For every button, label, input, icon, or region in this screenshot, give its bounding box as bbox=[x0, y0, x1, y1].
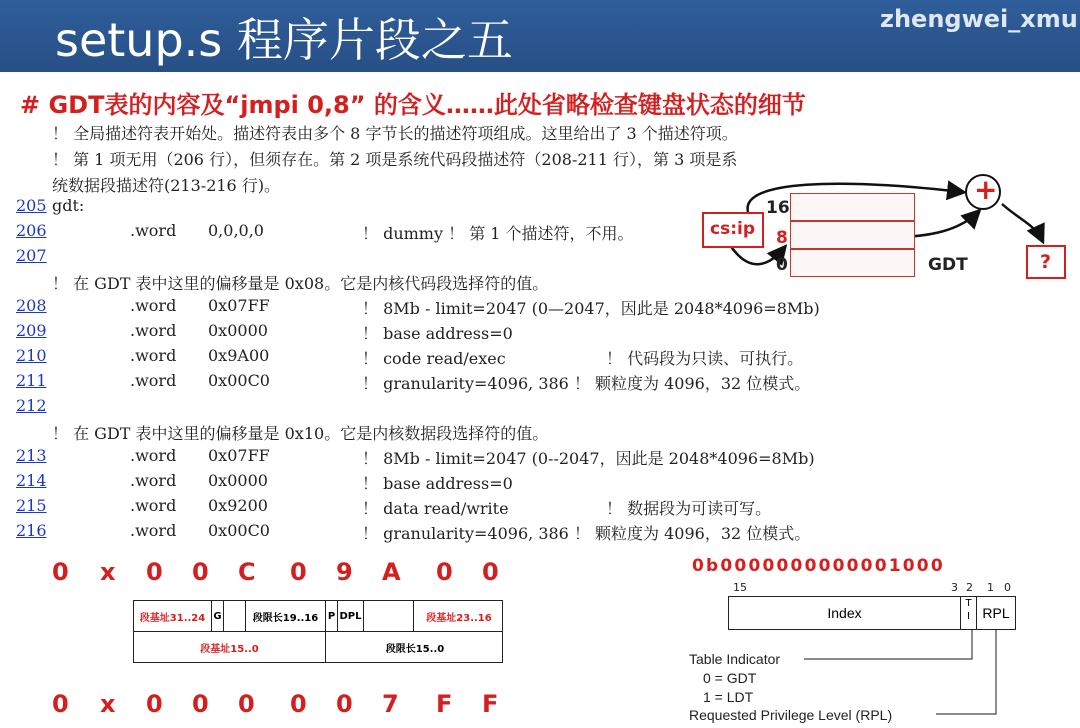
comment: ！ 8Mb - limit=2047 (0—2047，因此是 2048*4096=8Mb) bbox=[362, 299, 820, 318]
slide-header bbox=[0, 0, 1080, 72]
hex-digit: 0 bbox=[146, 558, 163, 586]
line-number-206[interactable]: 206 bbox=[16, 221, 47, 240]
gdt-entry-8 bbox=[790, 221, 915, 249]
hex-digit: 0 bbox=[146, 690, 163, 718]
offset-8-label: 8 bbox=[776, 228, 788, 248]
base-15-0-cell: 段基址15..0 bbox=[134, 632, 326, 662]
selector-binary: 0b0000000000001000 bbox=[692, 556, 945, 576]
ti-field: T I bbox=[961, 597, 977, 629]
comment: ！ code read/exec bbox=[362, 349, 506, 368]
comment: ！ base address=0 bbox=[362, 324, 513, 343]
hex-digit: F bbox=[482, 690, 499, 718]
rpl-description: Requested Privilege Level (RPL) bbox=[689, 707, 893, 723]
section-heading: # GDT表的内容及“jmpi 0,8” 的含义……此处省略检查键盘状态的细节 bbox=[20, 91, 806, 119]
rpl-field: RPL bbox=[982, 605, 1010, 621]
directive: .word bbox=[130, 496, 177, 515]
ti-ldt-value: 1 = LDT bbox=[703, 689, 754, 705]
line-number-207[interactable]: 207 bbox=[16, 246, 47, 265]
hex-digit: C bbox=[238, 558, 256, 586]
limit-15-0-cell: 段限长15..0 bbox=[385, 643, 445, 655]
directive: .word bbox=[130, 371, 177, 390]
value: 0,0,0,0 bbox=[208, 221, 264, 240]
reserved-cell bbox=[224, 601, 246, 631]
bit-1-label: 1 bbox=[987, 581, 994, 594]
hex-digit: 0 bbox=[290, 690, 307, 718]
plus-icon: + bbox=[965, 174, 1001, 210]
hex-digit: 0 bbox=[336, 690, 353, 718]
hex-digit: F bbox=[436, 690, 453, 718]
value: 0x9A00 bbox=[208, 346, 270, 365]
dpl-cell: DPL bbox=[338, 601, 364, 631]
hex-digit: 0 bbox=[52, 558, 69, 586]
offset-16-label: 16 bbox=[766, 198, 790, 218]
directive: .word bbox=[130, 221, 177, 240]
hex-digit: 0 bbox=[482, 558, 499, 586]
intro-line-1: ！ 全局描述符表开始处。描述符表由多个 8 字节长的描述符项组成。这里给出了 3 个描述符项。 bbox=[52, 124, 738, 143]
value: 0x0000 bbox=[208, 471, 268, 490]
gdt-entry-0 bbox=[790, 249, 915, 277]
comment-cn: ！ 代码段为只读、可执行。 bbox=[606, 349, 804, 368]
bit-15-label: 15 bbox=[733, 581, 747, 594]
hex-digit: 0 bbox=[238, 690, 255, 718]
directive: .word bbox=[130, 296, 177, 315]
line-number-216[interactable]: 216 bbox=[16, 521, 47, 540]
comment: ！ 8Mb - limit=2047 (0--2047，因此是 2048*4096=8Mb) bbox=[362, 449, 815, 468]
line-number-210[interactable]: 210 bbox=[16, 346, 47, 365]
cs-ip-label: cs:ip bbox=[710, 219, 755, 239]
bit-0-label: 0 bbox=[1004, 581, 1011, 594]
comment: ！ data read/write bbox=[362, 499, 509, 518]
hex-digit: x bbox=[100, 558, 116, 586]
value: 0x0000 bbox=[208, 321, 268, 340]
offset-0-label: 0 bbox=[776, 255, 788, 275]
bit-3-label: 3 bbox=[951, 581, 958, 594]
comment-cn: ！ 数据段为可读可写。 bbox=[606, 499, 772, 518]
gdt-label: GDT bbox=[928, 255, 968, 275]
line-number-214[interactable]: 214 bbox=[16, 471, 47, 490]
hex-digit: 0 bbox=[52, 690, 69, 718]
descriptor-low-row bbox=[133, 631, 503, 663]
comment: ！ base address=0 bbox=[362, 474, 513, 493]
g-bit-cell: G bbox=[212, 601, 224, 631]
directive: .word bbox=[130, 471, 177, 490]
value: 0x07FF bbox=[208, 446, 270, 465]
hex-digit: 0 bbox=[192, 558, 209, 586]
author-watermark: zhengwei_xmu bbox=[880, 5, 1078, 33]
line-number-205[interactable]: 205 bbox=[16, 196, 47, 215]
directive: .word bbox=[130, 346, 177, 365]
value: 0x00C0 bbox=[208, 521, 270, 540]
value: 0x9200 bbox=[208, 496, 268, 515]
type-cell bbox=[364, 601, 414, 631]
hex-digit: 0 bbox=[192, 690, 209, 718]
unknown-target-box bbox=[1026, 245, 1066, 279]
line-number-209[interactable]: 209 bbox=[16, 321, 47, 340]
hex-digit: 0 bbox=[290, 558, 307, 586]
index-field: Index bbox=[729, 597, 961, 629]
base-31-24-cell: 段基址31..24 bbox=[134, 601, 212, 631]
descriptor-high-row bbox=[133, 600, 503, 632]
offset-note-data: ！ 在 GDT 表中这里的偏移量是 0x10。它是内核数据段选择符的值。 bbox=[52, 424, 549, 443]
directive: .word bbox=[130, 321, 177, 340]
ti-gdt-value: 0 = GDT bbox=[703, 670, 757, 686]
gdt-entry-16 bbox=[790, 193, 915, 221]
line-number-213[interactable]: 213 bbox=[16, 446, 47, 465]
selector-box bbox=[728, 596, 1016, 630]
comment: ！ dummy ！ 第 1 个描述符，不用。 bbox=[362, 224, 634, 243]
hex-digit: x bbox=[100, 690, 116, 718]
hex-digit: 0 bbox=[436, 558, 453, 586]
limit-19-16-cell: 段限长19..16 bbox=[246, 601, 326, 631]
bit-2-label: 2 bbox=[966, 581, 973, 594]
directive: .word bbox=[130, 521, 177, 540]
gdt-label: gdt: bbox=[52, 196, 85, 215]
line-number-208[interactable]: 208 bbox=[16, 296, 47, 315]
hex-digit: A bbox=[382, 558, 401, 586]
value: 0x07FF bbox=[208, 296, 270, 315]
intro-line-2: ！ 第 1 项无用（206 行），但须存在。第 2 项是系统代码段描述符（208-211 行），第 3 项是系 bbox=[52, 150, 738, 169]
line-number-212[interactable]: 212 bbox=[16, 396, 47, 415]
cs-ip-box bbox=[702, 212, 764, 248]
comment: ！ granularity=4096, 386 ！ 颗粒度为 4096，32 位模式。 bbox=[362, 524, 811, 543]
line-number-215[interactable]: 215 bbox=[16, 496, 47, 515]
p-bit-cell: P bbox=[326, 601, 338, 631]
value: 0x00C0 bbox=[208, 371, 270, 390]
table-indicator-label: Table Indicator bbox=[689, 651, 781, 667]
line-number-211[interactable]: 211 bbox=[16, 371, 47, 390]
hex-digit: 9 bbox=[336, 558, 353, 586]
base-23-16-cell: 段基址23..16 bbox=[426, 612, 492, 624]
directive: .word bbox=[130, 446, 177, 465]
comment: ！ granularity=4096, 386 ！ 颗粒度为 4096，32 位模式。 bbox=[362, 374, 811, 393]
question-icon: ? bbox=[1040, 251, 1052, 273]
offset-note-code: ！ 在 GDT 表中这里的偏移量是 0x08。它是内核代码段选择符的值。 bbox=[52, 274, 549, 293]
hex-digit: 7 bbox=[382, 690, 399, 718]
intro-line-3: 统数据段描述符(213-216 行)。 bbox=[52, 176, 281, 195]
slide-title: setup.s 程序片段之五 bbox=[55, 13, 513, 67]
